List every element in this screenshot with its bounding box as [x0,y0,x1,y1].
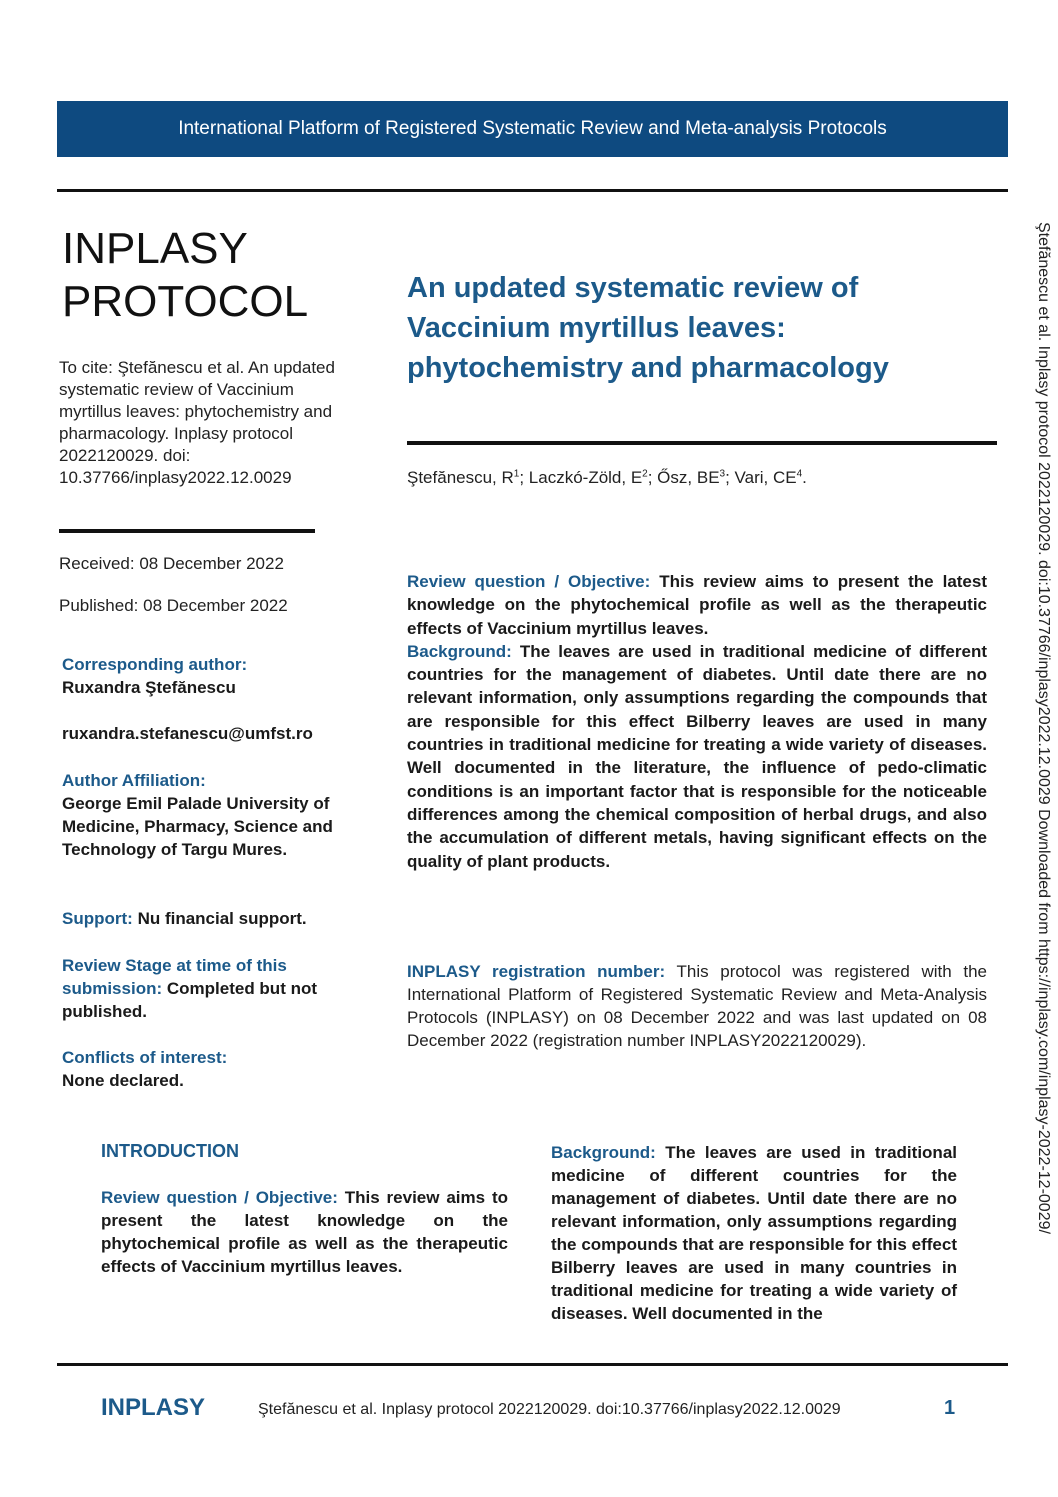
review-stage-value: Completed but not published. [62,979,318,1021]
author-3: ; Ősz, BE [647,468,720,487]
protocol-heading-line2: PROTOCOL [62,277,309,326]
abstract-background-text: The leaves are used in traditional medicine of different countries for the management of diabetes. Until date there are no relevant information, only assumptions regarding the compounds that are responsible for this effect Bilberry leaves are used in many countries in traditional medicine for treating a wide variety of diseases. Well documented in the literature, the influence of pedo-climatic conditions is an important factor that is responsible for the noticeable differences among the chemical composition of herbal drugs, and also the accumulation of different metals, having significant effects on the quality of plant products. [407,641,987,871]
author-list-end: . [802,468,807,487]
author-list [407,468,807,488]
conflicts-label: Conflicts of interest: [62,1048,228,1067]
author-4-affil: 4 [796,468,803,480]
intro-background-label: Background: [551,1143,656,1162]
author-1-affil: 1 [513,468,520,480]
intro-objective-text: This review aims to present the latest knowledge on the phytochemical profile as well as the therapeutic effects of Vaccinium myrtillus leaves. [101,1188,508,1276]
author-3-affil: 3 [719,468,726,480]
footer-brand: INPLASY [101,1394,206,1421]
footer-citation: Ştefănescu et al. Inplasy protocol 2022120029. doi:10.37766/inplasy2022.12.0029 [258,1401,841,1418]
journal-banner [57,101,1008,157]
article-title: An updated systematic review of Vaccinium myrtillus leaves: phytochemistry and pharmacology [407,272,889,384]
review-stage-label: Review Stage at time of this submission: [62,956,287,998]
registration-paragraph [407,960,987,1052]
abstract-objective-label: Review question / Objective: [407,572,651,591]
intro-objective-label: Review question / Objective: [101,1188,338,1207]
protocol-heading-line1: INPLASY [62,224,248,273]
author-1: Ştefănescu, R [407,468,514,487]
introduction-heading: INTRODUCTION [101,1141,239,1161]
affiliation-label: Author Affiliation: [62,771,206,790]
author-2-affil: 2 [642,468,648,480]
intro-background [551,1141,957,1325]
corresponding-author-label: Corresponding author: [62,655,248,674]
corresponding-email[interactable]: ruxandra.stefanescu@umfst.ro [62,724,313,743]
header-rule [57,189,1008,192]
corresponding-author-block [62,653,362,699]
received-date: Received: 08 December 2022 [59,554,284,573]
abstract-objective [407,570,987,640]
intro-objective [101,1186,508,1278]
footer-rule [57,1363,1008,1366]
citation-rule [59,529,315,533]
citation-text: To cite: Ştefănescu et al. An updated systematic review of Vaccinium myrtillus leaves: phytochemistry and pharmacology. Inplasy protocol 2022120029. doi: 10.37766/inplasy2022.12.0029 [59,358,335,487]
download-side-note: Ştefănescu et al. Inplasy protocol 2022120029. doi:10.37766/inplasy2022.12.0029 Downloaded from https://inplasy.com/inplasy-2022-12-0029/ [1035,222,1052,1234]
page-number: 1 [944,1397,956,1419]
support-block [62,907,362,930]
support-value: Nu financial support. [137,909,307,928]
conflicts-block [62,1046,362,1092]
corresponding-author-name: Ruxandra Ştefănescu [62,678,236,697]
abstract [407,570,987,873]
published-date: Published: 08 December 2022 [59,596,288,615]
affiliation-block [62,769,362,861]
review-stage-block [62,954,332,1023]
conflicts-value: None declared. [62,1071,184,1090]
abstract-objective-text: This review aims to present the latest knowledge on the phytochemical profile as well as the therapeutic effects of Vaccinium myrtillus leaves. [407,572,988,638]
author-4: ; Vari, CE [725,468,797,487]
registration-text: This protocol was registered with the International Platform of Registered Systematic Review and Meta-Analysis Protocols (INPLASY) on 08 December 2022 and was last updated on 08 December 2022 (registration number INPLASY2022120029). [407,962,987,1050]
abstract-background [407,640,987,873]
abstract-background-label: Background: [407,641,512,661]
affiliation-value: George Emil Palade University of Medicine, Pharmacy, Science and Technology of Targu Mures. [62,794,333,859]
banner-text: International Platform of Registered Systematic Review and Meta-analysis Protocols [178,118,887,139]
intro-background-text: The leaves are used in traditional medicine of different countries for the management of diabetes. Until date there are no relevant information, only assumptions regarding the compounds that are responsible for this effect Bilberry leaves are used in many countries in traditional medicine for treating a wide variety of diseases. Well documented in the [551,1143,957,1323]
protocol-heading [62,222,308,328]
registration-label: INPLASY registration number: [407,962,666,981]
author-2: ; Laczkó-Zöld, E [519,468,643,487]
title-rule [407,441,997,445]
support-label: Support: [62,909,133,928]
